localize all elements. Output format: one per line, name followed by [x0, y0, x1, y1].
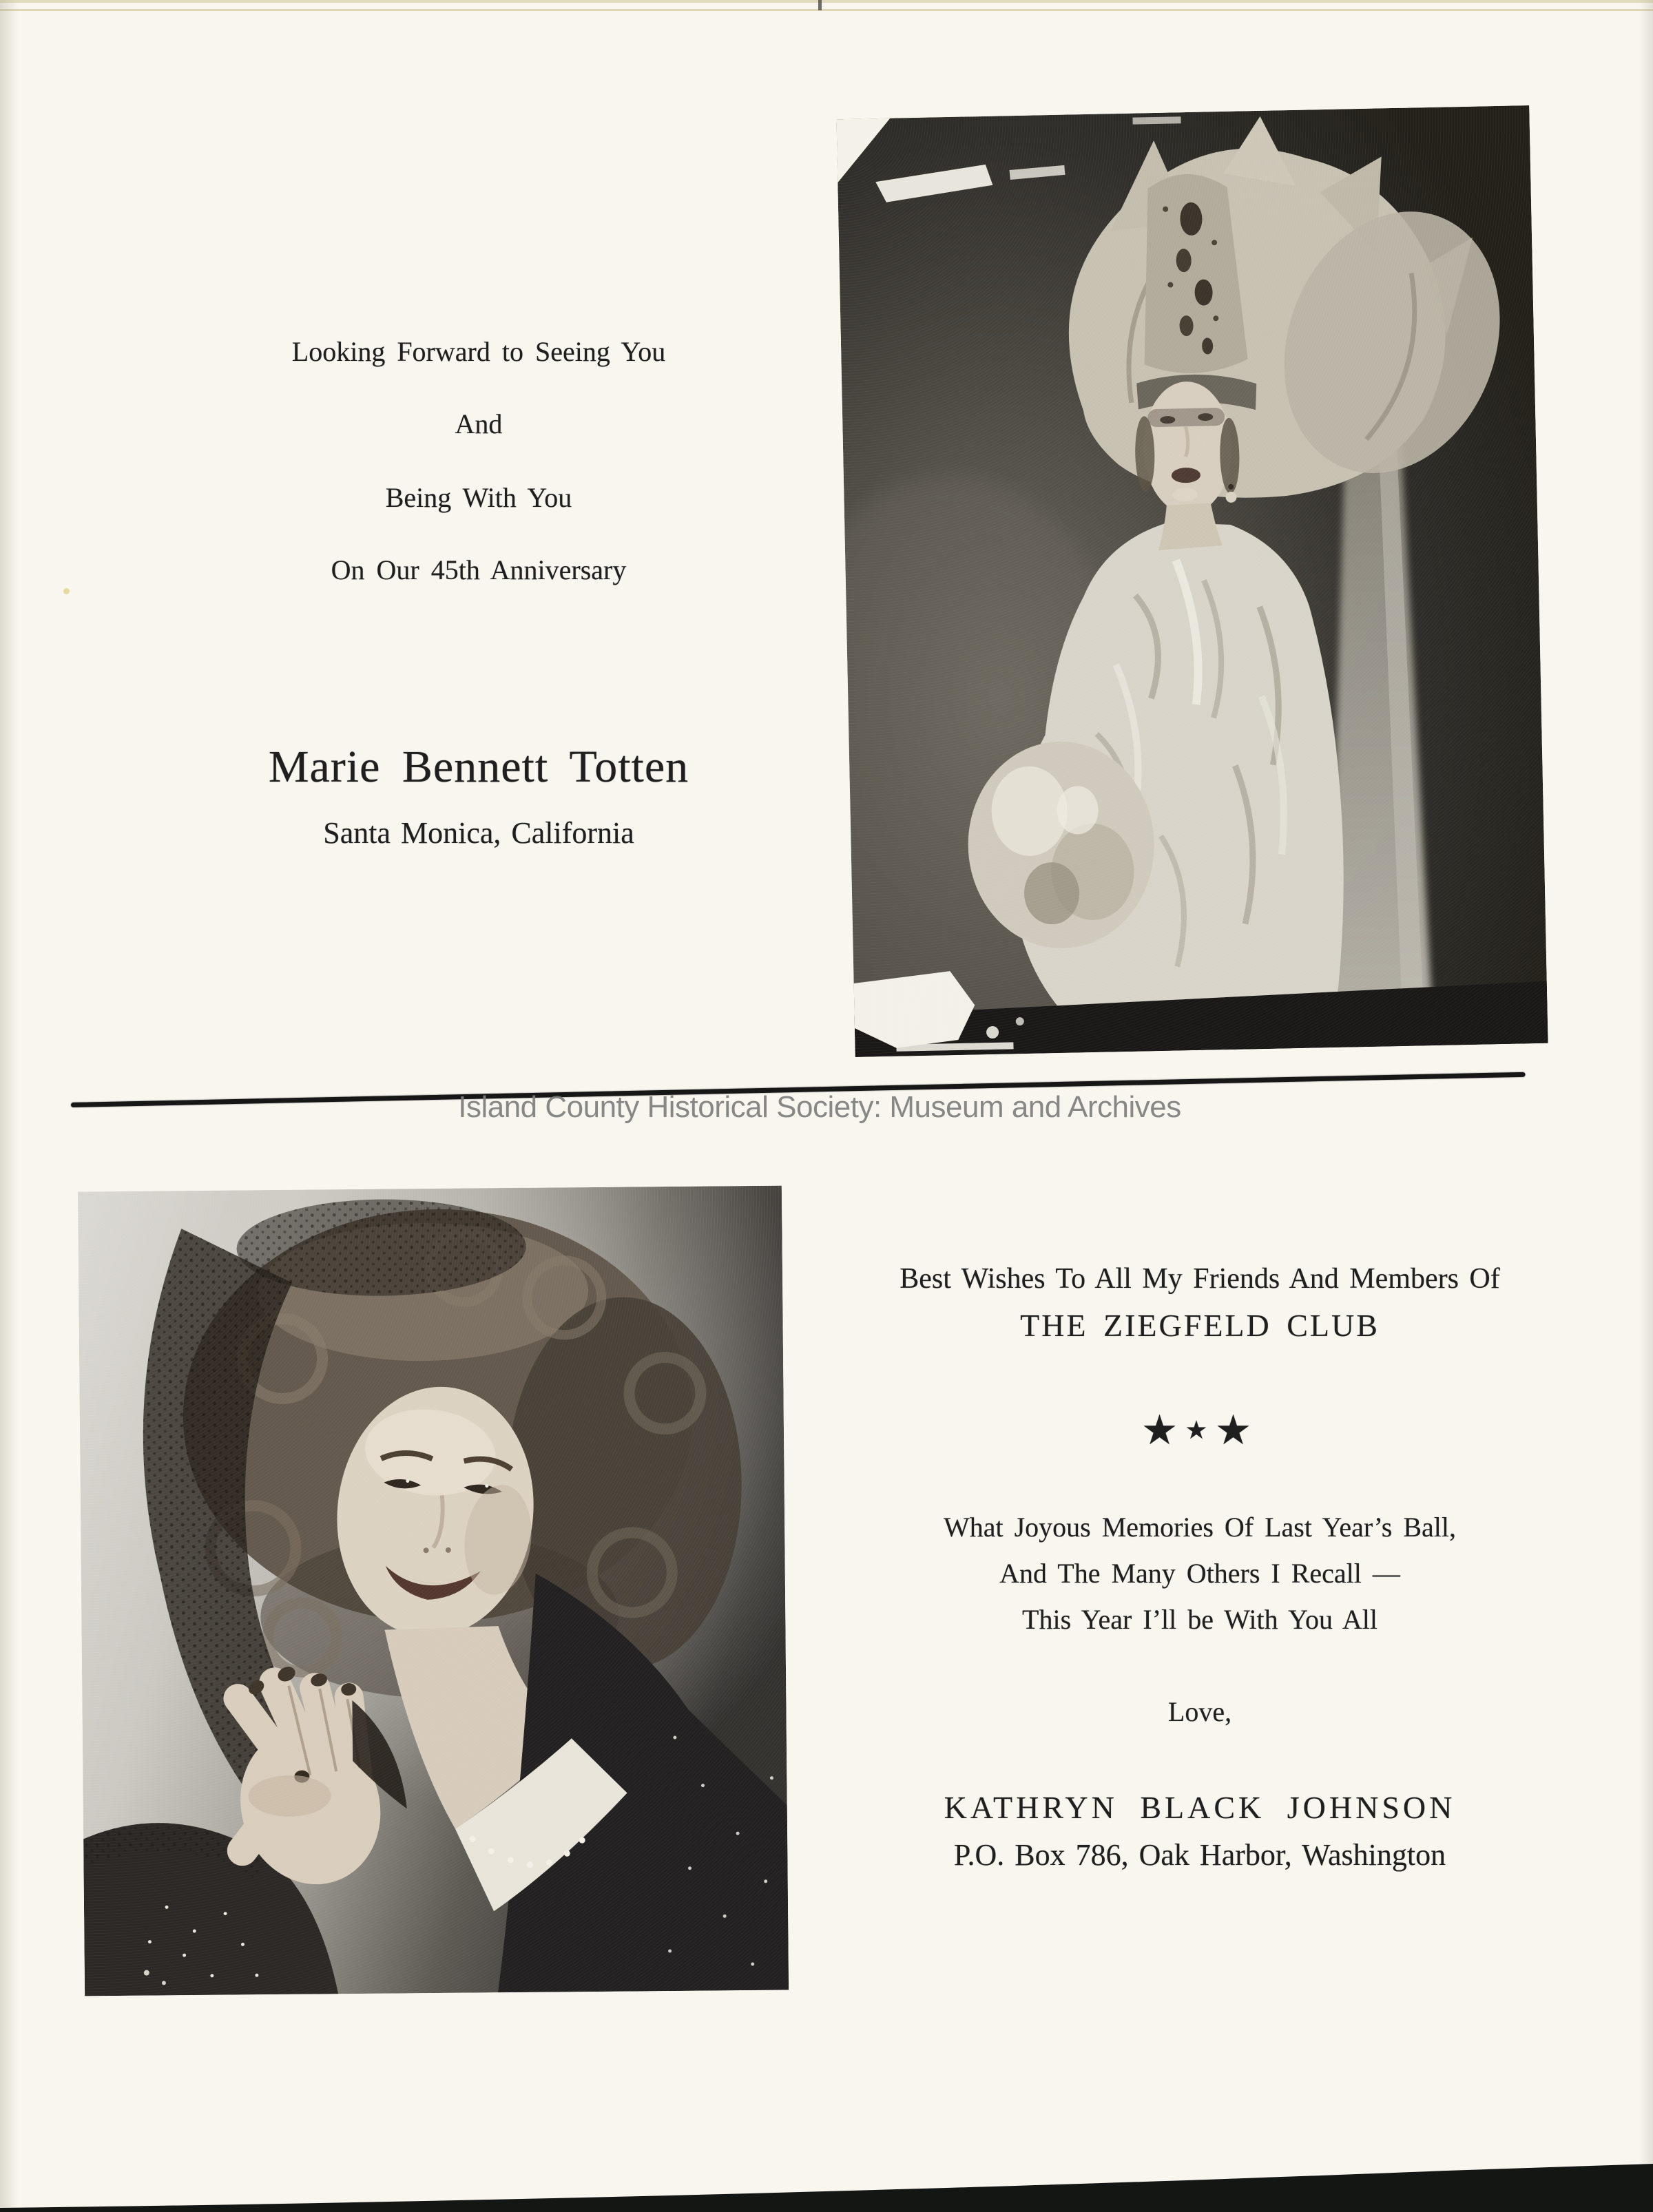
greeting-line: Looking Forward to Seeing You: [291, 336, 666, 367]
signer-address: P.O. Box 786, Oak Harbor, Washington: [953, 1838, 1446, 1872]
poem-line: This Year I’ll be With You All: [1022, 1604, 1378, 1635]
greeting-line: Being With You: [385, 482, 572, 513]
greeting-line: On Our 45th Anniversary: [331, 554, 627, 585]
club-name: THE ZIEGFELD CLUB: [1020, 1308, 1380, 1343]
star-icon: ★: [1185, 1417, 1215, 1445]
advertiser-location: Santa Monica, California: [323, 816, 634, 850]
page-left-shadow: [0, 0, 18, 2212]
watermark-text: Island County Historical Society: Museum and Archives: [458, 1090, 1181, 1124]
advertiser-name: Marie Bennett Totten: [268, 742, 689, 792]
johnson-ad-block: [855, 0, 1544, 2212]
poem-line: What Joyous Memories Of Last Year’s Ball,: [943, 1512, 1457, 1543]
photo-veiled-portrait: [78, 1186, 789, 1996]
greeting-line: And: [455, 408, 503, 439]
best-wishes-line: Best Wishes To All My Friends And Members Of: [900, 1263, 1500, 1295]
star-icon: ★: [1141, 1408, 1185, 1453]
page-right-shadow: [1639, 0, 1653, 2212]
poem-line: And The Many Others I Recall —: [999, 1558, 1400, 1589]
paper-speck: [63, 588, 70, 594]
star-row: [855, 1406, 1544, 1454]
signer-name: KATHRYN BLACK JOHNSON: [944, 1790, 1456, 1825]
page-bottom-curve: [0, 2157, 1653, 2212]
star-icon: ★: [1214, 1408, 1259, 1453]
veiled-portrait-illustration: [78, 1186, 789, 1996]
salutation: Love,: [1167, 1696, 1232, 1727]
